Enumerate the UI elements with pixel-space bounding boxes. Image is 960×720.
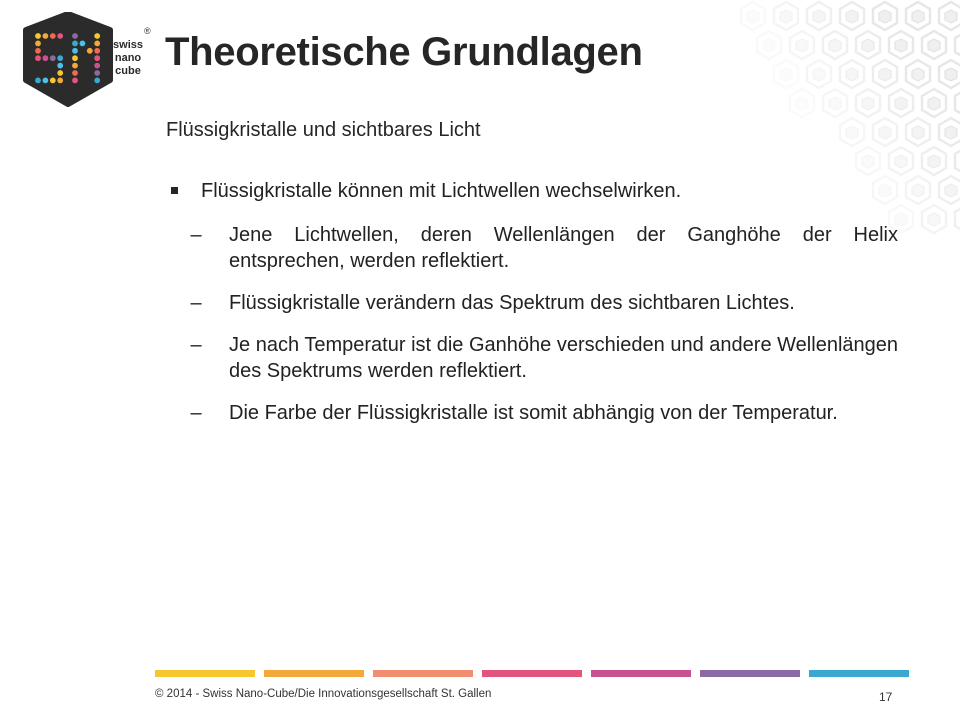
hexagon-cube-icon — [906, 60, 930, 88]
hexagon-cube-icon — [939, 118, 960, 146]
dash-bullet-icon: – — [190, 334, 202, 356]
logo-dot — [50, 55, 56, 61]
hexagon-cube-icon — [790, 89, 814, 117]
hexagon-cube-icon — [955, 205, 960, 233]
footer-copyright: © 2014 - Swiss Nano-Cube/Die Innovationsgesellschaft St. Gallen — [155, 688, 492, 700]
hexagon-cube-icon — [774, 60, 798, 88]
hexagon-cube-icon — [856, 147, 880, 175]
hexagon-cube-icon — [939, 60, 960, 88]
color-stripe-segment — [373, 670, 473, 677]
logo-dot — [72, 70, 78, 76]
logo-dot — [94, 41, 100, 47]
hexagon-cube-icon — [741, 2, 765, 30]
logo-dot — [94, 63, 100, 69]
hexagon-cube-icon — [823, 89, 847, 117]
logo-dot — [80, 41, 86, 47]
logo-dot — [72, 33, 78, 39]
hexagon-cube-icon — [922, 31, 946, 59]
sub-bullet-item — [188, 332, 898, 384]
logo-text-line-3: cube — [115, 65, 141, 77]
sub-bullet-text: Die Farbe der Flüssigkristalle ist somit abhängig von der Temperatur. — [229, 402, 838, 424]
hexagon-cube-icon — [807, 60, 831, 88]
hexagon-cube-icon — [856, 89, 880, 117]
color-stripe-segment — [264, 670, 364, 677]
logo-dot — [35, 55, 41, 61]
hexagon-cube-icon — [939, 2, 960, 30]
color-stripe-segment — [700, 670, 800, 677]
hexagon-cube-icon — [922, 147, 946, 175]
logo-dot — [94, 48, 100, 54]
hexagon-cube-icon — [939, 176, 960, 204]
color-stripe-bar — [155, 670, 909, 677]
sub-bullet-item — [188, 222, 898, 274]
logo-dot — [57, 63, 63, 69]
hexagon-cube-icon — [840, 2, 864, 30]
sub-bullet-list — [188, 222, 898, 442]
sub-bullet-item — [188, 400, 898, 426]
dash-bullet-icon: – — [190, 224, 202, 246]
logo-dot — [72, 78, 78, 84]
hexagon-cube-icon — [873, 2, 897, 30]
logo-dot — [50, 78, 56, 84]
logo-dot — [35, 48, 41, 54]
logo-dot — [87, 48, 93, 54]
logo-dot — [57, 33, 63, 39]
sub-bullet-text: Jene Lichtwellen, deren Wellenlängen der Ganghöhe der Helix entsprechen, werden reflektiert. — [229, 224, 898, 272]
sub-bullet-text: Je nach Temperatur ist die Ganhöhe verschieden und andere Wellenlängen des Spektrums werden reflektiert. — [229, 334, 898, 382]
logo-dot — [57, 55, 63, 61]
hexagon-cube-icon — [906, 118, 930, 146]
logo-dot — [35, 78, 41, 84]
hexagon-cube-icon — [922, 89, 946, 117]
hexagon-cube-icon — [955, 31, 960, 59]
main-bullet-text: Flüssigkristalle können mit Lichtwellen wechselwirken. — [201, 180, 682, 202]
hexagon-cube-icon — [889, 147, 913, 175]
logo-dot — [72, 41, 78, 47]
color-stripe-segment — [155, 670, 255, 677]
hexagon-cube-icon — [906, 176, 930, 204]
hexagon-cube-icon — [873, 118, 897, 146]
hexagon-cube-icon — [889, 89, 913, 117]
hexagon-cube-pattern — [700, 0, 960, 240]
registered-mark: ® — [144, 26, 151, 36]
logo-dot — [43, 78, 49, 84]
hexagon-cube-icon — [757, 31, 781, 59]
logo-dot — [50, 33, 56, 39]
logo-dot — [35, 41, 41, 47]
color-stripe-segment — [591, 670, 691, 677]
slide-title: Theoretische Grundlagen — [165, 30, 643, 74]
logo-dot — [43, 33, 49, 39]
hexagon-cube-icon — [906, 2, 930, 30]
logo-dot — [94, 33, 100, 39]
hexagon-cube-icon — [873, 176, 897, 204]
hexagon-cube-icon — [955, 89, 960, 117]
logo-text-line-1: swiss — [113, 39, 143, 51]
dash-bullet-icon: – — [190, 402, 202, 424]
sub-bullet-item — [188, 290, 898, 316]
dash-bullet-icon: – — [190, 292, 202, 314]
hexagon-cube-icon — [889, 31, 913, 59]
hexagon-cube-icon — [922, 205, 946, 233]
logo-dot — [94, 78, 100, 84]
hexagon-cube-icon — [807, 2, 831, 30]
hexagon-cube-icon — [840, 60, 864, 88]
color-stripe-segment — [482, 670, 582, 677]
square-bullet-icon — [171, 187, 178, 194]
logo-text-line-2: nano — [114, 52, 142, 64]
logo-dot — [57, 70, 63, 76]
logo-dot — [57, 78, 63, 84]
logo-dot — [72, 55, 78, 61]
sub-bullet-text: Flüssigkristalle verändern das Spektrum des sichtbaren Lichtes. — [229, 292, 795, 314]
logo-dot — [35, 33, 41, 39]
logo-dot — [94, 70, 100, 76]
hexagon-cube-icon — [873, 60, 897, 88]
swiss-nano-cube-logo — [22, 12, 158, 122]
page-number: 17 — [879, 690, 893, 704]
hexagon-cube-icon — [823, 31, 847, 59]
hexagon-cube-icon — [856, 31, 880, 59]
hexagon-cube-icon — [790, 31, 814, 59]
logo-dot — [72, 63, 78, 69]
logo-dot — [43, 55, 49, 61]
hexagon-cube-icon — [774, 2, 798, 30]
hexagon-cube-icon — [955, 147, 960, 175]
logo-dot — [72, 48, 78, 54]
color-stripe-segment — [809, 670, 909, 677]
hexagon-cube-icon — [840, 118, 864, 146]
slide-subtitle: Flüssigkristalle und sichtbares Licht — [166, 119, 481, 141]
logo-dot — [94, 55, 100, 61]
